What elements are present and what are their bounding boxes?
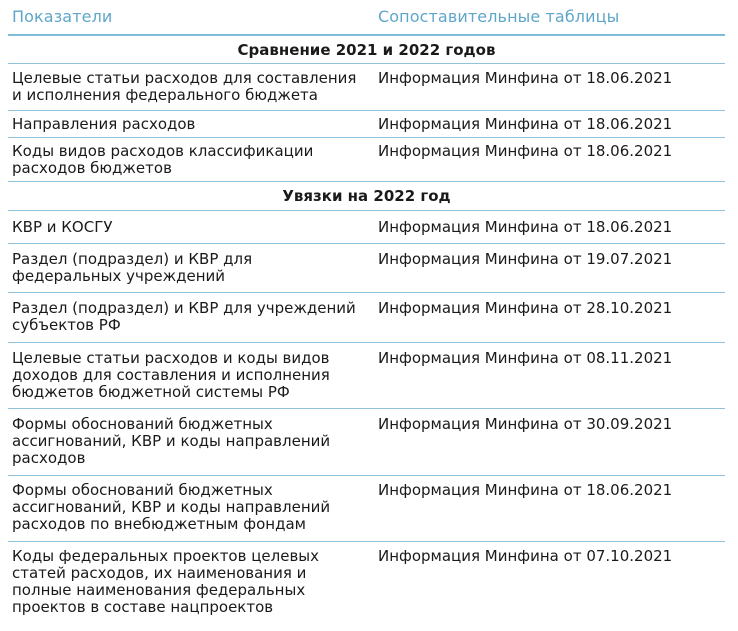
source-cell: Информация Минфина от 18.06.2021 [378,115,673,133]
header-comparative-tables: Сопоставительные таблицы [378,7,620,26]
source-cell: Информация Минфина от 18.06.2021 [378,69,673,87]
source-cell: Информация Минфина от 30.09.2021 [378,415,673,433]
source-cell: Информация Минфина от 18.06.2021 [378,481,673,499]
indicator-cell: Раздел (подраздел) и КВР для учреждений субъектов РФ [12,299,356,334]
divider [8,408,725,409]
indicator-cell: Целевые статьи расходов и коды видов доходов для составления и исполнения бюджетов бюджетной системы РФ [12,349,330,401]
divider [8,243,725,244]
divider [8,110,725,111]
indicator-cell: КВР и КОСГУ [12,218,113,236]
divider [8,210,725,211]
divider [8,292,725,293]
source-cell: Информация Минфина от 18.06.2021 [378,218,673,236]
source-cell: Информация Минфина от 19.07.2021 [378,250,673,268]
indicator-cell: Формы обоснований бюджетных ассигнований, КВР и коды направлений расходов [12,415,331,467]
source-cell: Информация Минфина от 07.10.2021 [378,547,673,565]
table-header [0,0,725,36]
indicator-cell: Целевые статьи расходов для составления и исполнения федерального бюджета [12,69,357,104]
source-cell: Информация Минфина от 18.06.2021 [378,142,673,160]
divider [8,475,725,476]
indicator-cell: Формы обоснований бюджетных ассигнований, КВР и коды направлений расходов по внебюджетным фондам [12,481,331,533]
source-cell: Информация Минфина от 28.10.2021 [378,299,673,317]
header-indicators: Показатели [12,7,113,26]
section-title-links-2022: Увязки на 2022 год [282,187,451,205]
indicator-cell: Коды видов расходов классификации расходов бюджетов [12,142,314,177]
divider [8,342,725,343]
source-cell: Информация Минфина от 08.11.2021 [378,349,673,367]
divider [8,137,725,138]
divider [8,541,725,542]
indicator-cell: Раздел (подраздел) и КВР для федеральных учреждений [12,250,253,285]
indicator-cell: Направления расходов [12,115,196,133]
section-title-comparison: Сравнение 2021 и 2022 годов [237,41,496,59]
divider [8,63,725,64]
indicator-cell: Коды федеральных проектов целевых статей расходов, их наименования и полные наименования федеральных проектов в составе нацпроектов [12,547,320,616]
divider [8,181,725,182]
header-divider [8,34,725,36]
